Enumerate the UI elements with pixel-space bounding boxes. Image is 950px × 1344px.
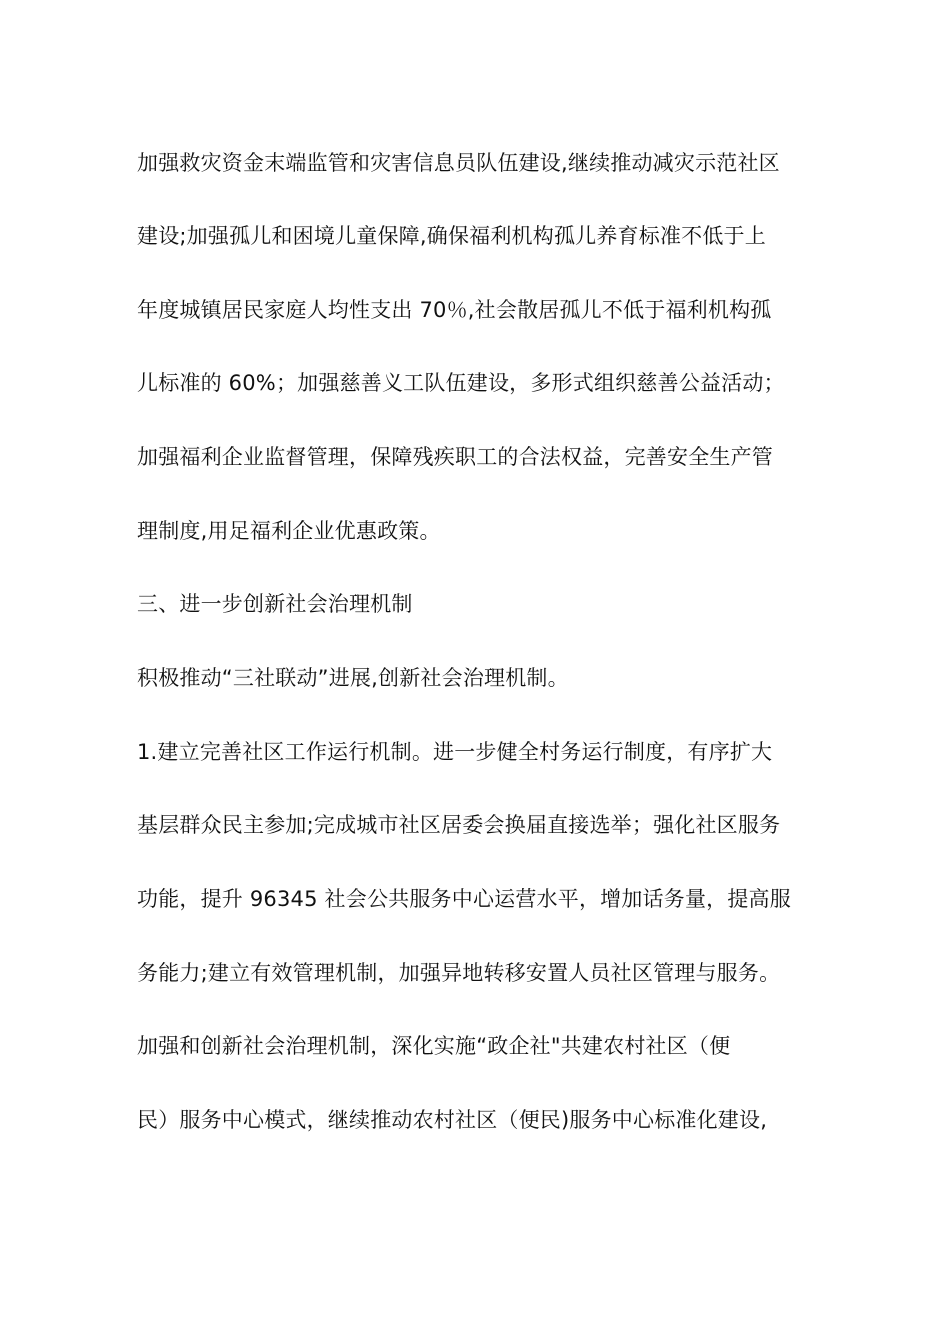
text-line: 民）服务中心模式，继续推动农村社区（便民)服务中心标准化建设, — [137, 1108, 768, 1132]
text-line: 务能力;建立有效管理机制，加强异地转移安置人员社区管理与服务。 — [137, 961, 781, 985]
text-line: 功能，提升 96345 社会公共服务中心运营水平，增加话务量，提高服 — [137, 887, 791, 911]
text-line: 加强救灾资金末端监管和灾害信息员队伍建设,继续推动减灾示范社区 — [137, 151, 780, 175]
text-line: 理制度,用足福利企业优惠政策。 — [137, 519, 441, 543]
text-line: 积极推动“三社联动”进展,创新社会治理机制。 — [137, 666, 569, 690]
text-line: 基层群众民主参加;完成城市社区居委会换届直接选举；强化社区服务 — [137, 813, 781, 837]
text-line: 儿标准的 60%；加强慈善义工队伍建设，多形式组织慈善公益活动； — [137, 371, 785, 395]
text-line: 加强和创新社会治理机制，深化实施“政企社"共建农村社区（便 — [137, 1034, 731, 1058]
text-line: 加强福利企业监督管理，保障残疾职工的合法权益，完善安全生产管 — [137, 445, 773, 469]
text-line: 1.建立完善社区工作运行机制。进一步健全村务运行制度，有序扩大 — [137, 740, 773, 764]
text-line: 建设;加强孤儿和困境儿童保障,确保福利机构孤儿养育标准不低于上 — [137, 224, 766, 248]
section-heading: 三、进一步创新社会治理机制 — [137, 592, 413, 616]
text-line: 年度城镇居民家庭人均性支出 70％,社会散居孤儿不低于福利机构孤 — [137, 298, 772, 322]
